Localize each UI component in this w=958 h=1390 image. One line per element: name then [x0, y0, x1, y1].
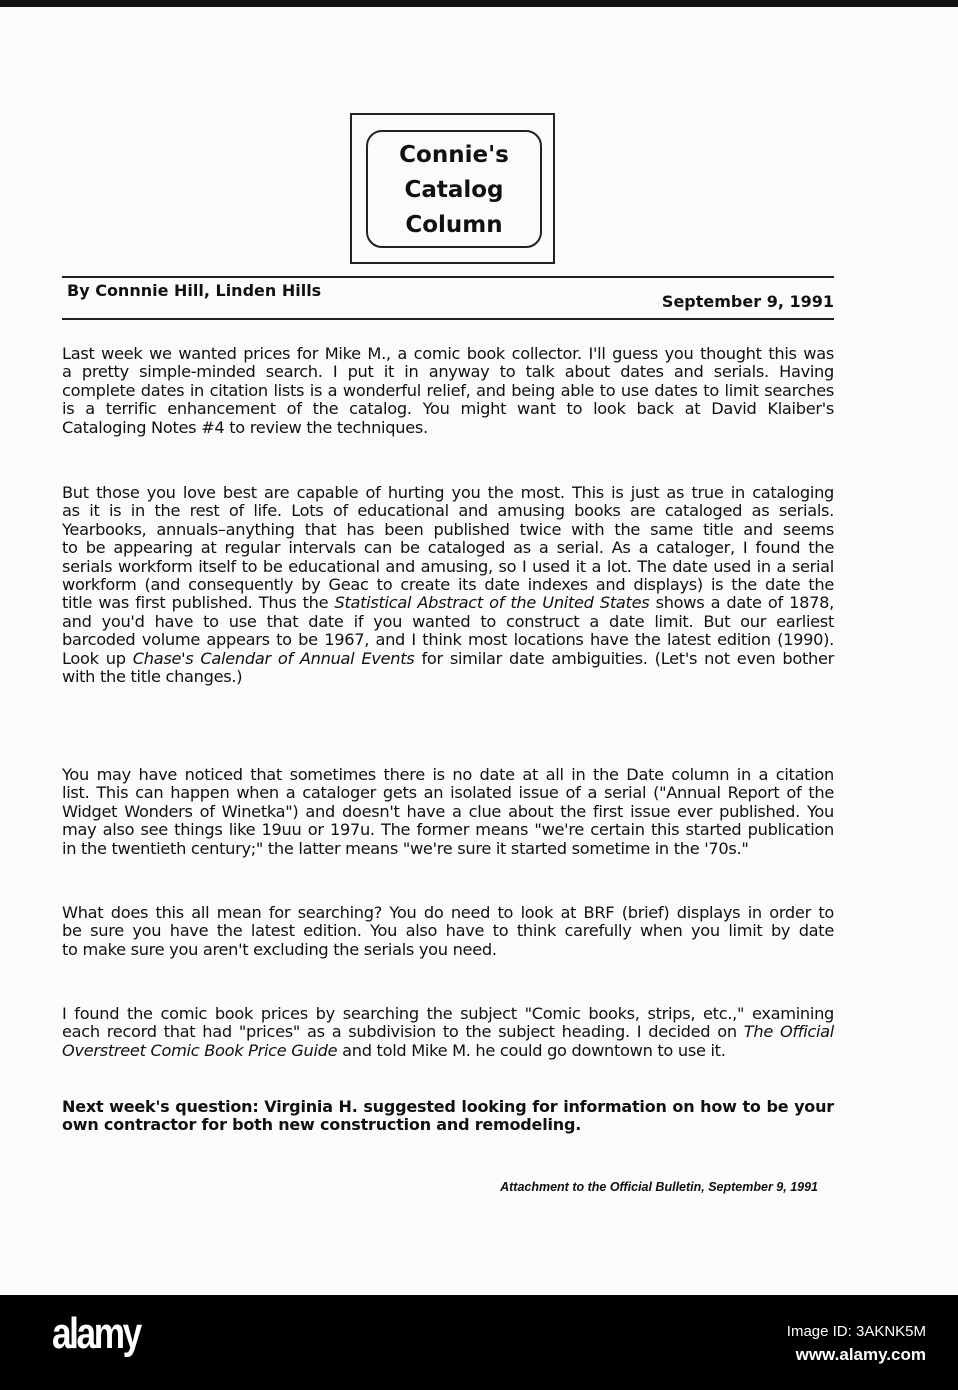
title-citation: Chase's Calendar of Annual Events [132, 648, 415, 668]
text-span: and you'd have to use that date if you wanted to construct a date limit. But our earliest [62, 611, 834, 631]
text-line [62, 1116, 834, 1134]
text-line [62, 784, 834, 802]
title-citation: Statistical Abstract of the United States [334, 593, 650, 613]
scan-edge [0, 0, 958, 7]
text-line [62, 502, 834, 520]
text-line [62, 840, 834, 858]
masthead-title [366, 130, 542, 248]
text-span: a pretty simple-minded search. I put it in anyway to talk about dates and serials. Having [62, 362, 834, 382]
masthead-line: Column [405, 212, 503, 238]
text-span: to make sure you aren't excluding the serials you need. [62, 939, 497, 959]
alamy-logo: alamy [52, 1309, 140, 1358]
title-citation: The Official [743, 1022, 835, 1042]
text-line [62, 558, 834, 576]
text-line [62, 521, 834, 539]
text-line [62, 803, 834, 821]
text-line [62, 766, 834, 784]
text-line [62, 594, 834, 612]
text-line [62, 363, 834, 381]
text-span: is a terrific enhancement of the catalog. You might want to look back at David Klaiber's [62, 399, 834, 419]
text-span: Next week's question: Virginia H. suggested looking for information on how to be your [62, 1097, 834, 1116]
bottom-rule [62, 318, 834, 320]
text-line [62, 539, 834, 557]
title-citation: Overstreet Comic Book Price Guide [62, 1040, 338, 1060]
text-line [62, 613, 834, 631]
watermark-site: www.alamy.com [795, 1345, 926, 1364]
text-line [62, 1005, 834, 1023]
text-span: be sure you have the latest edition. You also have to think carefully when you limit by date [62, 921, 834, 941]
text-span: Look up [62, 648, 133, 668]
text-line [62, 484, 834, 502]
text-span: to be appearing at regular intervals can be cataloged as a serial. As a cataloger, I found the [62, 538, 834, 558]
text-line [62, 1023, 834, 1041]
next-week-question [62, 1098, 834, 1135]
paragraph [62, 904, 834, 959]
text-span: You may have noticed that sometimes there is no date at all in the Date column in a citation [62, 765, 834, 784]
text-span: may also see things like 19uu or 197u. The former means "we're certain this started publication [62, 820, 834, 840]
column-date: September 9, 1991 [661, 292, 834, 311]
text-span: I found the comic book prices by searching the subject "Comic books, strips, etc.," examining [62, 1004, 834, 1023]
text-line [62, 400, 834, 418]
text-span: But those you love best are capable of hurting you the most. This is just as true in cataloging [62, 483, 834, 502]
text-span: Yearbooks, annuals–anything that has been published twice with the same title and seems [62, 519, 834, 539]
text-line [62, 821, 834, 839]
paragraph [62, 484, 834, 686]
paragraph [62, 1005, 834, 1060]
text-span: as it is in the rest of life. Lots of educational and amusing books are cataloged as serials. [62, 501, 834, 521]
text-line [62, 419, 834, 437]
masthead-line: Connie's [399, 142, 509, 168]
text-line [62, 345, 834, 363]
attachment-note: Attachment to the Official Bulletin, September 9, 1991 [500, 1180, 818, 1194]
text-span: in the twentieth century;" the latter means "we're sure it started sometime in the '70s." [62, 838, 749, 858]
text-line [62, 1042, 834, 1060]
text-line [62, 382, 834, 400]
paragraph [62, 766, 834, 858]
paragraph [62, 345, 834, 437]
text-span: What does this all mean for searching? You do need to look at BRF (brief) displays in order to [62, 903, 834, 922]
text-span: title was first published. Thus the [62, 593, 335, 613]
text-line [62, 631, 834, 649]
text-span: Cataloging Notes #4 to review the techniques. [62, 417, 428, 437]
top-rule [62, 276, 834, 278]
text-line [62, 668, 834, 686]
watermark-bar [0, 1295, 958, 1390]
text-line [62, 576, 834, 594]
text-line [62, 650, 834, 668]
text-line [62, 1098, 834, 1116]
text-span: and told Mike M. he could go downtown to use it. [337, 1040, 726, 1060]
text-span: workform (and consequently by Geac to create its date indexes and displays) is the date the [62, 575, 834, 595]
text-span: complete dates in citation lists is a wonderful relief, and being able to use dates to limit searches [62, 380, 834, 400]
masthead-line: Catalog [404, 177, 504, 203]
text-span: with the title changes.) [62, 667, 243, 687]
text-line [62, 941, 834, 959]
text-span: list. This can happen when a cataloger gets an isolated issue of a serial ("Annual Report of the [62, 783, 834, 803]
text-span: Widget Wonders of Winetka") and doesn't have a clue about the first issue ever published. You [62, 801, 834, 821]
text-span: barcoded volume appears to be 1967, and I think most locations have the latest edition (1990). [62, 630, 834, 650]
text-span: Last week we wanted prices for Mike M., a comic book collector. I'll guess you thought this was [62, 344, 834, 363]
text-span: each record that had "prices" as a subdivision to the subject heading. I decided on [62, 1022, 744, 1042]
byline: By Connnie Hill, Linden Hills [67, 281, 322, 300]
text-span: own contractor for both new construction and remodeling. [62, 1115, 582, 1135]
text-span: serials workform itself to be educational and amusing, so I used it a lot. The date used in a serial [62, 556, 834, 576]
text-span: for similar date ambiguities. (Let's not even bother [414, 648, 834, 668]
text-span: shows a date of 1878, [649, 593, 834, 613]
text-line [62, 922, 834, 940]
image-id: Image ID: 3AKNK5M [786, 1323, 926, 1340]
text-line [62, 904, 834, 922]
